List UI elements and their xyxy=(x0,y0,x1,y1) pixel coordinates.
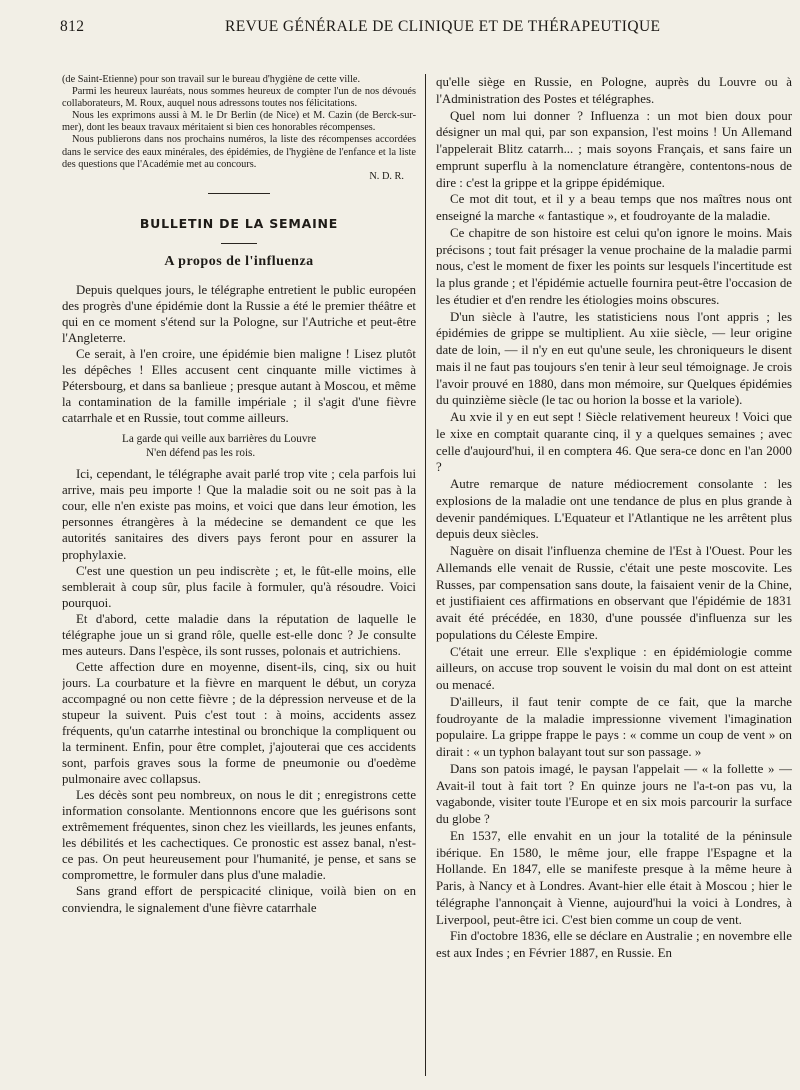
column-divider xyxy=(425,74,426,1076)
verse-line: N'en défend pas les rois. xyxy=(146,447,256,460)
article-paragraph: Quel nom lui donner ? Influenza : un mot bien doux pour désigner un mal qui, par son expansion, l'est moins ! Un Allemand l'appelerait Blitz catarrh... ; mais soyons Français, et sans faire un emprunt superflu à la nomenclature étrangère, contentons-nous de dire : c'est la grippe et la grippe épidémique. xyxy=(436,108,792,190)
verse-quote xyxy=(62,432,416,460)
article-paragraph: Et d'abord, cette maladie dans la réputation de laquelle le télégraphe joue un si grand rôle, quelle est-elle donc ? Je consulte mes auteurs. Dans l'espèce, ils sont russes, polonais et autrichiens. xyxy=(62,611,416,658)
article-paragraph: Ce serait, à l'en croire, une épidémie bien maligne ! Lisez plutôt les dépêches ! Elles accusent cent cinquante mille victimes à Pétersbourg, et dans sa banlieue ; presque autant à Moscou, et même la contamination de la famille impériale ; il s'agit d'une fièvre catarrhale et en Russie, tout comme ailleurs. xyxy=(62,347,416,426)
note-signature: N. D. R. xyxy=(369,170,404,182)
verse-line: La garde qui veille aux barrières du Louvre xyxy=(122,433,317,446)
article-paragraph: Autre remarque de nature médiocrement consolante : les explosions de la maladie ont une tendance de plus en plus grande à devenir pandémiques. L'Equateur et l'Atlantique ne les arrêtent plus depuis deux siècles. xyxy=(436,477,792,542)
note-paragraph: (de Saint-Etienne) pour son travail sur le bureau d'hygiène de cette ville. xyxy=(62,74,361,85)
heading-divider xyxy=(221,243,257,244)
article-paragraph: Sans grand effort de perspicacité clinique, voilà bien on en conviendra, le signalement d'une fièvre catarrhale xyxy=(62,884,416,915)
article-paragraph: C'était une erreur. Elle s'explique : en épidémiologie comme ailleurs, on accuse trop souvent le voisin du mal dont on est atteint ou menacé. xyxy=(436,644,792,692)
section-divider xyxy=(208,193,270,194)
article-body-right xyxy=(436,74,792,962)
article-body-left xyxy=(62,282,416,916)
right-column xyxy=(436,74,792,1082)
article-paragraph: Depuis quelques jours, le télégraphe entretient le public européen des progrès d'une épidémie dont la Russie a été le premier théâtre et qui en ce moment s'étend sur la Pologne, sur l'Autriche et peut-être l'Angleterre. xyxy=(62,282,416,345)
article-paragraph: Naguère on disait l'influenza chemine de l'Est à l'Ouest. Pour les Allemands elle venait de Russie, c'était une peste moscovite. Les Russes, par compensation sans doute, la faisaient venir de la Chine, et justifiaient ces affirmations en observant que l'épidémie de 1831 avait été précédée, en 1830, d'une poussée d'influenza sur les populations du Céleste Empire. xyxy=(436,544,792,642)
article-paragraph: Ce mot dit tout, et il y a beau temps que nos maîtres nous ont enseigné la marche « fantastique », et foudroyante de la maladie. xyxy=(436,192,792,223)
running-header xyxy=(60,18,792,40)
article-paragraph: qu'elle siège en Russie, en Pologne, auprès du Louvre ou à l'Administration des Postes et télégraphes. xyxy=(436,75,792,106)
article-paragraph: Ce chapitre de son histoire est celui qu'on ignore le moins. Mais précisons ; tout fait présager la venue prochaine de la maladie parmi nous, c'est le moment de fixer les points sur lesquels l'incertitude est la plus grande ; et l'épidémie actuelle fournira peut-être l'occasion de les étudier et d'en rendre les étiologies moins obscures. xyxy=(436,225,792,307)
page-number: 812 xyxy=(60,18,85,35)
article-paragraph: Au xvie il y en eut sept ! Siècle relativement heureux ! Voici que le xixe en comptait quarante cinq, il y a quelques semaines ; avec celle d'aujourd'hui, il en comptera 46. Que sera-ce donc en l'an 2000 ? xyxy=(436,410,792,475)
article-title: A propos de l'influenza xyxy=(164,253,314,269)
article-paragraph: Ici, cependant, le télégraphe avait parlé trop vite ; cela parfois lui arrive, mais peu importe ! Que la maladie soit ou ne soit pas à la cour, elle n'en existe pas moins, et voici que dans leur émotion, les personnes étrangères à la médecine se demandent ce que les autorités sanitaires des divers pays feront pour en assurer la prophylaxie. xyxy=(62,467,416,562)
bulletin-heading: BULLETIN DE LA SEMAINE xyxy=(139,215,339,231)
running-title: REVUE GÉNÉRALE DE CLINIQUE ET DE THÉRAPEUTIQUE xyxy=(225,18,661,35)
left-column xyxy=(62,74,416,1082)
article-paragraph: Les décès sont peu nombreux, on nous le dit ; enregistrons cette information consolante. Mentionnons encore que les guérisons sont extrêmement fréquentes, sinon chez les vieillards, les jeunes enfants, les débilités et les cachectiques. Ce pronostic est assez banal, n'est-ce pas. On peut heureusement pour l'humanité, je pense, et sans se compromettre, le formuler dans plus d'une maladie. xyxy=(62,788,416,883)
article-paragraph: Dans son patois imagé, le paysan l'appelait — « la follette » — Avait-il tout à fait tort ? En quinze jours ne l'a-t-on pas vu, la vagabonde, visiter toute l'Europe et en six mois parcourir la surface du globe ? xyxy=(436,761,792,826)
article-paragraph: Cette affection dure en moyenne, disent-ils, cinq, six ou huit jours. La courbature et la fièvre en marquent le début, un coryza accompagné ou non cette fièvre ; de la dépression nerveuse et de la stupeur la suivent. Puis c'est tout : à moins, accidents assez fréquents, qu'un catarrhe intestinal ou bronchique la compliquent ou la terminent. Enfin, pour être complet, j'ajouterai que ces accidents sont, parfois graves sous la forme de pneumonie ou d'oedème pulmonaire avec collapsus. xyxy=(62,659,416,787)
article-paragraph: D'ailleurs, il faut tenir compte de ce fait, que la marche foudroyante de la maladie impressionne vivement l'imagination populaire. La grippe frappe le pays : « comme un coup de vent » on dirait : « un typhon balayant tout sur son passage. » xyxy=(436,694,792,759)
note-paragraph: Parmi les heureux lauréats, nous sommes heureux de compter l'un de nos dévoués collaborateurs, M. Roux, auquel nous adressons toutes nos félicitations. xyxy=(62,86,416,110)
note-paragraph: Nous les exprimons aussi à M. le Dr Berlin (de Nice) et M. Cazin (de Berck-sur-mer), dont les beaux travaux méritaient si bien ces honorables récompenses. xyxy=(62,110,416,134)
note-paragraph: Nous publierons dans nos prochains numéros, la liste des récompenses accordées dans le service des eaux minérales, des épidémies, de l'hygiène de l'enfance et la liste des questions que l'Académie met au concours. xyxy=(62,134,416,170)
article-paragraph: En 1537, elle envahit en un jour la totalité de la péninsule ibérique. En 1580, le même jour, elle frappe l'Espagne et la Hollande. En 1847, elle se manifeste presque à la même heure à Paris, à Nancy et à Londres. Avant-hier elle était à Moscou ; hier le télégraphe l'annonçait à Vienne, aujourd'hui la voici à Londres, à Liverpool, peut-être ici. C'est bien comme un coup de vent. xyxy=(436,828,792,927)
article-paragraph: D'un siècle à l'autre, les statisticiens nous l'ont appris ; les épidémies de grippe se multiplient. Au xiie siècle, — leur origine date de loin, — il n'y en eut qu'une seule, les chroniqueurs le disent mais il ne faut pas toujours s'en tenir à leur seul témoignage. Je crois l'avoir prouvé en 1880, dans mon mémoire, sur Quelques épidémies du quinzième siècle (le tac ou horion la bosse et la variole). xyxy=(436,309,792,408)
article-paragraph: Fin d'octobre 1836, elle se déclare en Australie ; en novembre elle est aux Indes ; en Février 1887, en Russie. En xyxy=(436,929,792,960)
editorial-notes xyxy=(62,74,416,183)
article-paragraph: C'est une question un peu indiscrète ; et, le fût-elle moins, elle semblerait à coup sûr, plus facile à formuler, qu'à résoudre. Voici pourquoi. xyxy=(62,563,416,610)
